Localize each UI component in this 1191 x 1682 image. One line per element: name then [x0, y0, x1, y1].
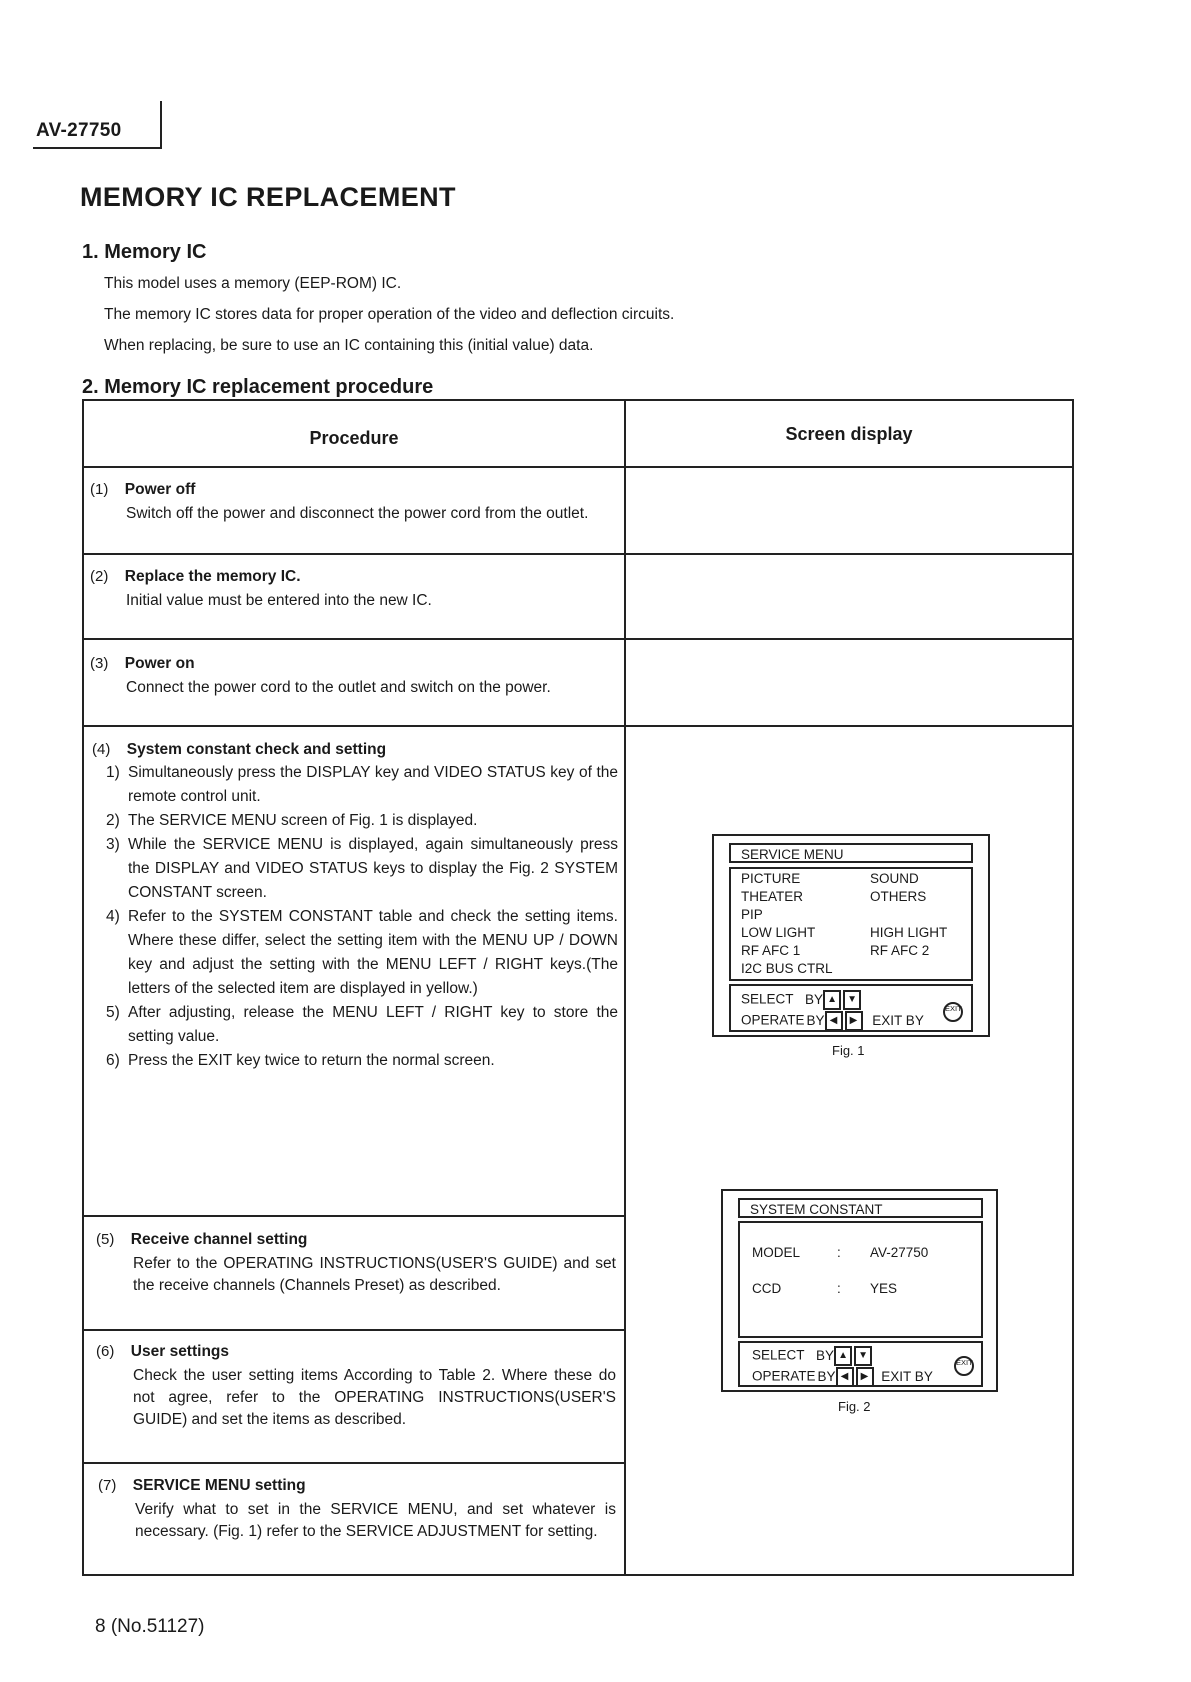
row-divider: [82, 1329, 626, 1331]
menu-item-pip: PIP: [741, 907, 763, 922]
menu-item-picture: PICTURE: [741, 871, 801, 886]
sub-step-text: Refer to the SYSTEM CONSTANT table and check the setting items. Where these differ, select the setting item with the MENU UP / DOWN key and adjust the setting with the MENU LEFT / RIGHT keys.(The letters of the selected item are displayed in yellow.): [128, 908, 618, 997]
system-constant-items: [738, 1221, 983, 1338]
table-column-divider: [624, 399, 626, 1576]
sub-step-text: While the SERVICE MENU is displayed, again simultaneously press the DISPLAY and VIDEO STATUS keys to display the Fig. 2 SYSTEM CONSTANT screen.: [128, 836, 618, 901]
select-label: SELECT: [741, 991, 794, 1007]
sub-step-number: 6): [106, 1052, 120, 1069]
sub-step: [106, 1049, 618, 1073]
menu-item-others: OTHERS: [870, 889, 927, 904]
column-header-procedure: Procedure: [309, 428, 399, 448]
procedure-step: [90, 481, 610, 525]
separator: :: [837, 1245, 841, 1260]
select-row: [752, 1346, 872, 1366]
operate-row: [741, 1011, 924, 1031]
by-label: BY: [806, 1012, 825, 1028]
right-arrow-icon: ▶: [845, 1011, 863, 1031]
step-text: Verify what to set in the SERVICE MENU, and set whatever is necessary. (Fig. 1) refer to the SERVICE ADJUSTMENT for setting.: [135, 1501, 616, 1540]
ccd-label: CCD: [752, 1281, 782, 1296]
step-text: Check the user setting items According to Table 2. Where these do not agree, refer to the OPERATING INSTRUCTIONS(USER'S GUIDE) and set the items as described.: [133, 1367, 616, 1428]
exit-icon: EXIT: [954, 1356, 974, 1376]
separator: :: [837, 1281, 841, 1296]
row-divider: [82, 553, 1074, 555]
operate-label: OPERATE: [752, 1368, 816, 1384]
procedure-step: [90, 655, 610, 699]
section1-body: [104, 268, 674, 361]
model-value: AV-27750: [870, 1245, 929, 1260]
service-menu-controls: [729, 984, 973, 1032]
service-menu-figure: [712, 834, 990, 1037]
procedure-step: [90, 568, 610, 612]
row-divider: [82, 1215, 626, 1217]
step-title: User settings: [130, 1343, 229, 1360]
sub-step-number: 1): [106, 764, 120, 781]
page-title: MEMORY IC REPLACEMENT: [80, 182, 456, 212]
by-label: BY: [816, 1347, 835, 1363]
step-title: Replace the memory IC.: [124, 568, 301, 585]
step-title: SERVICE MENU setting: [132, 1477, 306, 1494]
row-divider: [82, 638, 1074, 640]
table-header-divider: [82, 466, 1074, 468]
figure-caption: Fig. 1: [832, 1043, 865, 1058]
sub-step: [106, 833, 618, 905]
menu-item-rf-afc-2: RF AFC 2: [870, 943, 930, 958]
row-divider: [82, 725, 1074, 727]
service-menu-items: [729, 867, 973, 981]
figure-caption: Fig. 2: [838, 1399, 871, 1414]
up-arrow-icon: ▲: [823, 990, 841, 1010]
page-number: 8 (No.51127): [95, 1616, 205, 1637]
model-label: MODEL: [752, 1245, 801, 1260]
exit-label: EXIT BY: [881, 1368, 933, 1384]
system-constant-controls: [738, 1341, 983, 1387]
operate-label: OPERATE: [741, 1012, 805, 1028]
section1-heading: 1. Memory IC: [82, 241, 207, 263]
sub-step: [106, 1001, 618, 1049]
procedure-step: [98, 1477, 616, 1543]
select-row: [741, 990, 861, 1010]
up-arrow-icon: ▲: [834, 1346, 852, 1366]
select-label: SELECT: [752, 1347, 805, 1363]
step-text: Refer to the OPERATING INSTRUCTIONS(USER'S GUIDE) and set the receive channels (Channels Preset) as described.: [133, 1255, 616, 1294]
by-label: BY: [817, 1368, 836, 1384]
sub-step: [106, 905, 618, 1001]
sub-step-number: 3): [106, 836, 120, 853]
sub-step-text: After adjusting, release the MENU LEFT / RIGHT key to store the setting value.: [128, 1004, 618, 1045]
procedure-step: [96, 1343, 616, 1431]
left-arrow-icon: ◀: [825, 1011, 843, 1031]
sub-step-number: 2): [106, 812, 120, 829]
exit-label: EXIT BY: [872, 1012, 924, 1028]
step-text: Initial value must be entered into the new IC.: [126, 592, 432, 609]
step-number: (6): [96, 1343, 115, 1360]
system-constant-title: SYSTEM CONSTANT: [738, 1198, 983, 1218]
left-arrow-icon: ◀: [836, 1367, 854, 1387]
procedure-step: [92, 741, 618, 1073]
menu-item-sound: SOUND: [870, 871, 919, 886]
step-number: (2): [90, 568, 109, 585]
sub-step-number: 4): [106, 908, 120, 925]
system-constant-figure: [721, 1189, 998, 1392]
menu-item-theater: THEATER: [741, 889, 804, 904]
sub-step-list: [106, 761, 618, 1073]
header-rule-vertical: [160, 101, 162, 149]
column-header-screen-display: Screen display: [785, 424, 913, 444]
ccd-value: YES: [870, 1281, 898, 1296]
sub-step-text: Press the EXIT key twice to return the normal screen.: [128, 1052, 495, 1069]
step-title: System constant check and setting: [126, 741, 387, 758]
row-divider: [82, 1462, 626, 1464]
sub-step-text: The SERVICE MENU screen of Fig. 1 is displayed.: [128, 812, 478, 829]
step-text: Connect the power cord to the outlet and switch on the power.: [126, 679, 551, 696]
step-number: (7): [98, 1477, 117, 1494]
model-tag: AV-27750: [36, 120, 122, 141]
sub-step: [106, 761, 618, 809]
menu-item-low-light: LOW LIGHT: [741, 925, 816, 940]
section1-line: When replacing, be sure to use an IC containing this (initial value) data.: [104, 337, 594, 354]
section1-line: The memory IC stores data for proper operation of the video and deflection circuits.: [104, 306, 675, 323]
exit-icon: EXIT: [943, 1002, 963, 1022]
header-rule: [33, 147, 162, 149]
step-number: (1): [90, 481, 109, 498]
step-number: (4): [92, 741, 111, 758]
by-label: BY: [805, 991, 824, 1007]
step-title: Power off: [124, 481, 196, 498]
down-arrow-icon: ▼: [854, 1346, 872, 1366]
sub-step-text: Simultaneously press the DISPLAY key and VIDEO STATUS key of the remote control unit.: [128, 764, 618, 805]
section1-line: This model uses a memory (EEP-ROM) IC.: [104, 275, 402, 292]
sub-step: [106, 809, 618, 833]
section2-heading: 2. Memory IC replacement procedure: [82, 376, 434, 398]
procedure-step: [96, 1231, 616, 1297]
sub-step-number: 5): [106, 1004, 120, 1021]
step-title: Receive channel setting: [130, 1231, 308, 1248]
step-text: Switch off the power and disconnect the power cord from the outlet.: [126, 505, 589, 522]
step-number: (3): [90, 655, 109, 672]
menu-item-high-light: HIGH LIGHT: [870, 925, 948, 940]
menu-item-rf-afc-1: RF AFC 1: [741, 943, 801, 958]
operate-row: [752, 1367, 933, 1387]
menu-item-i2c-bus-ctrl: I2C BUS CTRL: [741, 961, 833, 976]
step-title: Power on: [124, 655, 195, 672]
right-arrow-icon: ▶: [856, 1367, 874, 1387]
step-number: (5): [96, 1231, 115, 1248]
down-arrow-icon: ▼: [843, 990, 861, 1010]
service-menu-title: SERVICE MENU: [729, 843, 973, 863]
